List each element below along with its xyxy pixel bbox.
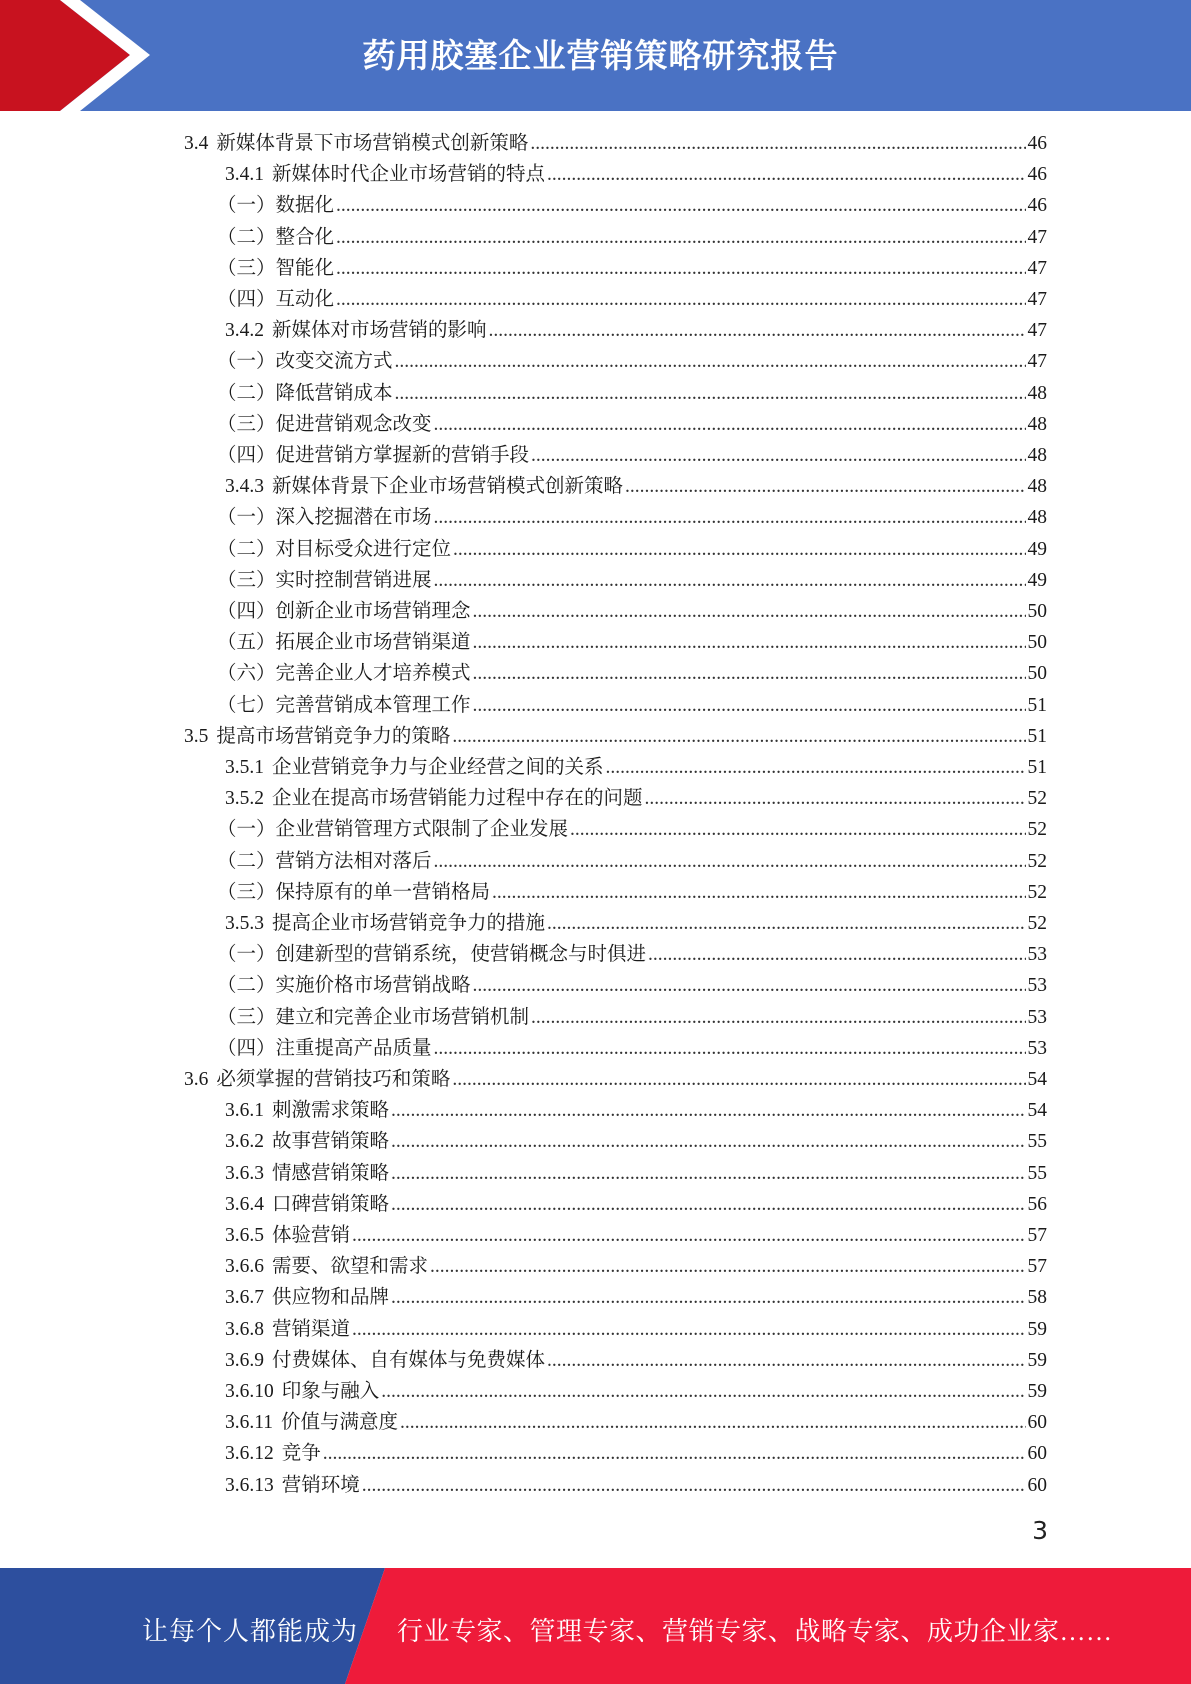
toc-leader-dots	[391, 1158, 1025, 1189]
toc-entry-number: 3.6.10	[225, 1381, 274, 1402]
toc-entry-page: 49	[1027, 569, 1047, 591]
toc-entry[interactable]	[217, 190, 1047, 221]
toc-entry-title: （二）整合化	[217, 226, 335, 248]
toc-entry[interactable]	[217, 409, 1047, 440]
toc-entry-title: （五）拓展企业市场营销渠道	[217, 632, 471, 654]
toc-entry-page: 53	[1027, 944, 1047, 966]
toc-entry-number: 3.6.4	[225, 1193, 264, 1215]
toc-entry-page: 47	[1027, 257, 1047, 279]
toc-entry[interactable]	[217, 814, 1047, 845]
toc-entry-page: 47	[1027, 320, 1047, 342]
toc-leader-dots	[391, 1189, 1025, 1220]
toc-entry-title: （二）实施价格市场营销战略	[217, 975, 471, 997]
toc-entry[interactable]	[217, 502, 1047, 533]
toc-entry-title: 营销环境	[281, 1474, 360, 1496]
toc-leader-dots	[336, 222, 1025, 253]
toc-entry-number: 3.6.8	[225, 1318, 264, 1340]
toc-entry-page: 52	[1027, 881, 1047, 903]
toc-entry-title: （一）企业营销管理方式限制了企业发展	[217, 819, 569, 841]
toc-entry-number: 3.5	[184, 725, 209, 747]
toc-entry[interactable]	[225, 1189, 1047, 1220]
toc-entry-number: 3.6.6	[225, 1256, 264, 1278]
toc-leader-dots	[391, 1282, 1025, 1313]
toc-leader-dots	[473, 658, 1026, 689]
footer-slogan-right: 行业专家、管理专家、营销专家、战略专家、成功企业家……	[397, 1617, 1113, 1646]
toc-leader-dots	[547, 159, 1025, 190]
toc-entry-title: 企业营销竞争力与企业经营之间的关系	[272, 757, 604, 778]
toc-leader-dots	[606, 752, 1026, 783]
toc-leader-dots	[547, 1345, 1025, 1376]
toc-leader-dots	[336, 284, 1025, 315]
toc-entry-title: （四）互动化	[217, 289, 335, 310]
toc-entry-page: 53	[1027, 1037, 1047, 1059]
toc-entry-title: （四）注重提高产品质量	[217, 1037, 432, 1059]
toc-entry-number: 3.6.7	[225, 1287, 264, 1309]
toc-entry-page: 46	[1027, 133, 1047, 154]
toc-entry-number: 3.6	[184, 1069, 209, 1090]
toc-entry[interactable]	[225, 1314, 1047, 1345]
toc-entry-title: 需要、欲望和需求	[272, 1256, 429, 1278]
toc-entry[interactable]	[217, 284, 1047, 315]
toc-leader-dots	[400, 1407, 1025, 1438]
toc-entry-number: 3.4	[184, 133, 209, 154]
report-title: 药用胶塞企业营销策略研究报告	[362, 36, 839, 75]
toc-entry-number: 3.5.3	[225, 913, 264, 934]
toc-entry[interactable]	[225, 1126, 1047, 1157]
toc-leader-dots	[489, 315, 1026, 346]
toc-leader-dots	[625, 471, 1025, 502]
toc-entry-number: 3.6.13	[225, 1474, 274, 1496]
toc-leader-dots	[547, 908, 1025, 939]
toc-leader-dots	[453, 534, 1025, 565]
toc-entry[interactable]	[225, 1376, 1047, 1407]
toc-leader-dots	[395, 346, 1026, 377]
toc-entry-page: 58	[1027, 1287, 1047, 1309]
toc-entry[interactable]	[225, 471, 1047, 502]
toc-entry-title: （一）创建新型的营销系统，使营销概念与时俱进	[217, 944, 647, 966]
toc-entry-title: （二）营销方法相对落后	[217, 850, 432, 872]
toc-leader-dots	[434, 1033, 1026, 1064]
toc-leader-dots	[336, 253, 1025, 284]
toc-leader-dots	[434, 502, 1026, 533]
toc-entry-title: 营销渠道	[272, 1318, 351, 1340]
toc-entry[interactable]	[217, 1033, 1047, 1064]
toc-leader-dots	[648, 939, 1025, 970]
toc-entry-title: （三）实时控制营销进展	[217, 569, 432, 591]
toc-entry[interactable]	[225, 783, 1047, 814]
toc-entry-page: 50	[1027, 663, 1047, 685]
toc-entry-title: 新媒体对市场营销的影响	[272, 320, 487, 342]
toc-entry-title: 新媒体背景下市场营销模式创新策略	[216, 133, 529, 154]
toc-entry-title: （一）数据化	[217, 195, 335, 217]
toc-leader-dots	[381, 1376, 1025, 1407]
toc-entry-title: 新媒体时代企业市场营销的特点	[272, 164, 546, 186]
toc-leader-dots	[473, 970, 1026, 1001]
toc-entry[interactable]	[217, 565, 1047, 596]
toc-entry-page: 46	[1027, 195, 1047, 217]
toc-entry-page: 52	[1027, 788, 1047, 810]
toc-entry-page: 53	[1027, 975, 1047, 997]
toc-leader-dots	[452, 721, 1025, 752]
toc-entry-title: 故事营销策略	[272, 1131, 390, 1153]
toc-entry[interactable]	[217, 939, 1047, 970]
toc-entry[interactable]	[225, 1095, 1047, 1126]
toc-entry[interactable]	[217, 378, 1047, 409]
toc-entry[interactable]	[217, 970, 1047, 1001]
toc-entry-title: 供应物和品牌	[272, 1287, 390, 1309]
page-header	[0, 0, 1191, 111]
toc-entry-page: 60	[1027, 1412, 1047, 1434]
toc-leader-dots	[336, 190, 1025, 221]
toc-entry-page: 55	[1027, 1131, 1047, 1153]
toc-entry[interactable]	[217, 658, 1047, 689]
toc-leader-dots	[645, 783, 1026, 814]
toc-entry-number: 3.6.3	[225, 1162, 264, 1184]
toc-entry-page: 51	[1027, 757, 1047, 778]
toc-entry[interactable]	[225, 1438, 1047, 1469]
toc-entry[interactable]	[225, 159, 1047, 190]
toc-entry-number: 3.4.1	[225, 164, 264, 186]
toc-leader-dots	[531, 440, 1025, 471]
toc-entry-title: 企业在提高市场营销能力过程中存在的问题	[272, 788, 643, 810]
toc-entry[interactable]	[217, 346, 1047, 377]
toc-entry-page: 52	[1027, 913, 1047, 934]
toc-entry-page: 59	[1027, 1318, 1047, 1340]
toc-entry-number: 3.5.1	[225, 757, 264, 778]
toc-entry[interactable]	[184, 721, 1047, 752]
toc-entry-title: （四）创新企业市场营销理念	[217, 601, 471, 622]
page-footer	[0, 1568, 1191, 1684]
toc-entry[interactable]	[225, 1220, 1047, 1251]
toc-entry-title: 价值与满意度	[281, 1412, 399, 1434]
toc-entry-number: 3.6.12	[225, 1443, 274, 1465]
toc-leader-dots	[434, 409, 1026, 440]
toc-entry-title: 体验营销	[272, 1225, 351, 1246]
toc-entry-page: 59	[1027, 1349, 1047, 1371]
toc-entry-number: 3.4.3	[225, 476, 264, 498]
toc-entry-page: 48	[1027, 476, 1047, 498]
toc-entry[interactable]	[225, 1251, 1047, 1282]
toc-entry[interactable]	[225, 1345, 1047, 1376]
toc-entry-page: 47	[1027, 289, 1047, 310]
toc-entry-page: 52	[1027, 850, 1047, 872]
toc-entry-page: 60	[1027, 1474, 1047, 1496]
toc-leader-dots	[352, 1220, 1025, 1251]
toc-entry-page: 56	[1027, 1193, 1047, 1215]
toc-entry[interactable]	[217, 627, 1047, 658]
toc-entry[interactable]	[225, 908, 1047, 939]
toc-leader-dots	[530, 128, 1025, 159]
toc-entry-title: （七）完善营销成本管理工作	[217, 694, 471, 716]
toc-entry-page: 54	[1027, 1069, 1047, 1090]
toc-entry-page: 50	[1027, 601, 1047, 622]
toc-entry-page: 48	[1027, 413, 1047, 435]
toc-entry[interactable]	[217, 534, 1047, 565]
toc-entry-page: 46	[1027, 164, 1047, 186]
toc-entry-title: （三）促进营销观念改变	[217, 413, 432, 435]
toc-entry-title: 口碑营销策略	[272, 1193, 390, 1215]
toc-entry-page: 60	[1027, 1443, 1047, 1465]
toc-entry[interactable]	[184, 1064, 1047, 1095]
toc-entry[interactable]	[217, 253, 1047, 284]
toc-entry-page: 55	[1027, 1162, 1047, 1184]
toc-entry[interactable]	[217, 222, 1047, 253]
toc-entry-title: （二）降低营销成本	[217, 382, 393, 404]
toc-entry-title: （一）改变交流方式	[217, 351, 393, 373]
toc-entry-title: （三）建立和完善企业市场营销机制	[217, 1006, 530, 1028]
toc-entry-title: （二）对目标受众进行定位	[217, 538, 452, 560]
toc-leader-dots	[352, 1314, 1025, 1345]
toc-leader-dots	[473, 596, 1026, 627]
toc-entry-page: 57	[1027, 1225, 1047, 1246]
toc-entry-title: 印象与融入	[281, 1381, 380, 1402]
toc-leader-dots	[391, 1126, 1025, 1157]
toc-leader-dots	[531, 1002, 1025, 1033]
toc-leader-dots	[430, 1251, 1025, 1282]
toc-entry[interactable]	[217, 1002, 1047, 1033]
toc-entry-title: （六）完善企业人才培养模式	[217, 663, 471, 685]
toc-entry-number: 3.6.5	[225, 1225, 264, 1246]
toc-entry-number: 3.6.2	[225, 1131, 264, 1153]
footer-slogan-left: 让每个人都能成为	[142, 1617, 359, 1646]
toc-entry[interactable]	[225, 752, 1047, 783]
toc-leader-dots	[391, 1095, 1025, 1126]
toc-entry[interactable]	[225, 1282, 1047, 1313]
toc-entry-page: 50	[1027, 632, 1047, 654]
toc-leader-dots	[473, 627, 1026, 658]
toc-entry-title: 刺激需求策略	[272, 1100, 390, 1122]
toc-entry[interactable]	[217, 596, 1047, 627]
toc-entry-title: 新媒体背景下企业市场营销模式创新策略	[272, 476, 624, 498]
toc-entry-title: 情感营销策略	[272, 1162, 390, 1184]
toc-entry-number: 3.4.2	[225, 320, 264, 342]
toc-entry-page: 48	[1027, 445, 1047, 466]
toc-entry-title: （四）促进营销方掌握新的营销手段	[217, 445, 530, 466]
toc-leader-dots	[570, 814, 1025, 845]
toc-entry[interactable]	[225, 1407, 1047, 1438]
toc-entry[interactable]	[184, 128, 1047, 159]
toc-entry-page: 48	[1027, 507, 1047, 529]
toc-entry-page: 47	[1027, 226, 1047, 248]
toc-entry-page: 59	[1027, 1381, 1047, 1402]
toc-entry[interactable]	[217, 846, 1047, 877]
toc-leader-dots	[492, 877, 1025, 908]
toc-entry-number: 3.6.1	[225, 1100, 264, 1122]
toc-entry-page: 47	[1027, 351, 1047, 373]
toc-entry-title: 提高市场营销竞争力的策略	[216, 725, 451, 747]
toc-leader-dots	[434, 565, 1026, 596]
toc-entry-title: （三）智能化	[217, 257, 335, 279]
toc-leader-dots	[362, 1470, 1026, 1501]
toc-entry-page: 48	[1027, 382, 1047, 404]
toc-entry-page: 51	[1027, 694, 1047, 716]
toc-entry-page: 54	[1027, 1100, 1047, 1122]
toc-entry-number: 3.6.11	[225, 1412, 274, 1434]
toc-leader-dots	[473, 690, 1026, 721]
toc-leader-dots	[395, 378, 1026, 409]
toc-entry-title: 提高企业市场营销竞争力的措施	[272, 913, 546, 934]
toc-entry-page: 49	[1027, 538, 1047, 560]
toc-entry-page: 57	[1027, 1256, 1047, 1278]
toc-entry-page: 51	[1027, 725, 1047, 747]
toc-leader-dots	[452, 1064, 1025, 1095]
toc-entry-title: 必须掌握的营销技巧和策略	[216, 1069, 451, 1090]
toc-leader-dots	[323, 1438, 1026, 1469]
toc-entry-title: （三）保持原有的单一营销格局	[217, 881, 491, 903]
toc-leader-dots	[434, 846, 1026, 877]
toc-entry-number: 3.5.2	[225, 788, 264, 810]
toc-entry[interactable]	[217, 440, 1047, 471]
toc-entry[interactable]	[217, 690, 1047, 721]
toc-entry-page: 52	[1027, 819, 1047, 841]
toc-entry[interactable]	[225, 315, 1047, 346]
toc-entry-page: 53	[1027, 1006, 1047, 1028]
page-number: 3	[1032, 1516, 1048, 1545]
toc-entry-title: （一）深入挖掘潜在市场	[217, 507, 432, 529]
toc-entry-title: 竞争	[281, 1443, 321, 1465]
toc-entry[interactable]	[225, 1158, 1047, 1189]
toc-entry[interactable]	[217, 877, 1047, 908]
toc-entry-number: 3.6.9	[225, 1349, 264, 1371]
toc-entry[interactable]	[225, 1470, 1047, 1501]
toc-entry-title: 付费媒体、自有媒体与免费媒体	[272, 1349, 546, 1371]
